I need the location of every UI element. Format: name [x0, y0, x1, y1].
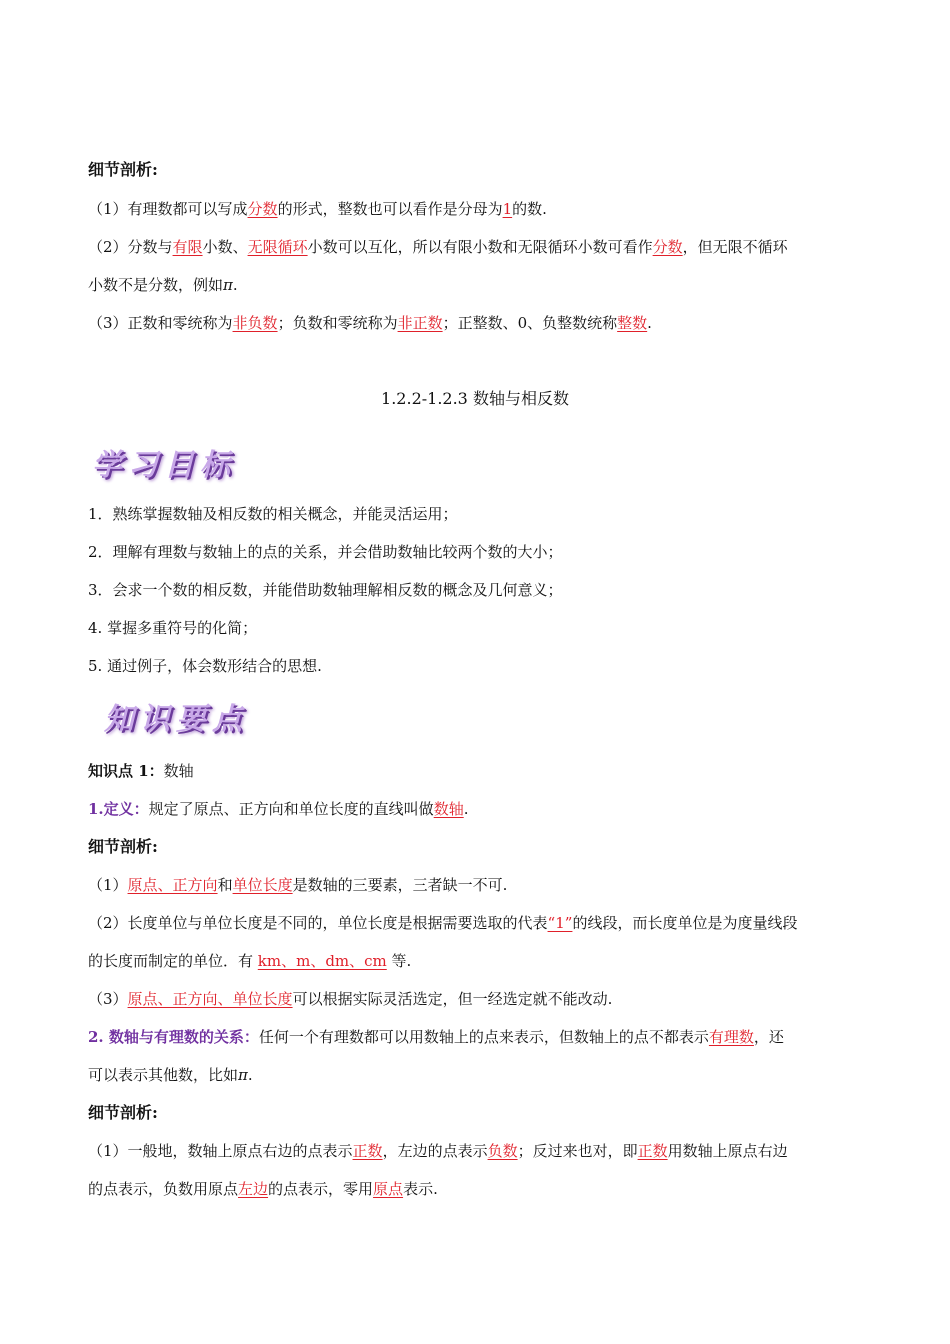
- paragraph: 的长度而制定的单位．有 km、m、dm、cm 等.: [88, 952, 412, 970]
- paragraph: （3）正数和零统称为非负数；负数和零统称为非正数；正整数、0、负整数统称整数.: [88, 314, 652, 332]
- page-title: 1.2.2-1.2.3 数轴与相反数: [381, 389, 569, 408]
- answer-blank: 分数: [652, 238, 683, 256]
- answer-blank: 原点: [373, 1180, 404, 1198]
- key-points-banner: 知识要点: [104, 702, 248, 737]
- goal-item: 4. 掌握多重符号的化简；: [88, 619, 258, 637]
- answer-blank: 单位长度: [232, 876, 293, 894]
- pi-symbol: π: [238, 1066, 248, 1084]
- goal-item: 1．熟练掌握数轴及相反数的相关概念，并能灵活运用；: [88, 505, 458, 523]
- learning-goals-banner: 学习目标: [92, 448, 236, 483]
- answer-blank: “1”: [547, 914, 573, 932]
- answer-blank: 原点、正方向: [127, 876, 218, 894]
- paragraph: 可以表示其他数，比如π.: [88, 1066, 253, 1084]
- section-heading: 细节剖析:: [88, 160, 158, 179]
- answer-blank: 1: [502, 200, 513, 218]
- paragraph: （2）长度单位与单位长度是不同的，单位长度是根据需要选取的代表“1”的线段，而长度单位是为度量线段: [88, 914, 798, 932]
- paragraph: （3）原点、正方向、单位长度可以根据实际灵活选定，但一经选定就不能改动.: [88, 990, 613, 1008]
- paragraph: 小数不是分数，例如π.: [88, 276, 238, 294]
- answer-blank: 数轴: [433, 800, 464, 818]
- answer-blank: km、m、dm、cm: [257, 952, 387, 970]
- paragraph: （1）原点、正方向和单位长度是数轴的三要素，三者缺一不可.: [88, 876, 508, 894]
- answer-blank: 有理数: [708, 1028, 754, 1046]
- answer-blank: 正数: [637, 1142, 668, 1160]
- goal-item: 3．会求一个数的相反数，并能借助数轴理解相反数的概念及几何意义；: [88, 581, 563, 599]
- goal-item: 5. 通过例子，体会数形结合的思想.: [88, 657, 322, 675]
- answer-blank: 非负数: [232, 314, 278, 332]
- knowledge-point-heading: 知识点 1：数轴: [88, 762, 194, 780]
- answer-blank: 非正数: [397, 314, 443, 332]
- answer-blank: 分数: [247, 200, 278, 218]
- answer-blank: 有限: [172, 238, 203, 256]
- paragraph: （1）一般地，数轴上原点右边的点表示正数，左边的点表示负数；反过来也对，即正数用数轴上原点右边: [88, 1142, 788, 1160]
- paragraph: （2）分数与有限小数、无限循环小数可以互化，所以有限小数和无限循环小数可看作分数，但无限不循环: [88, 238, 788, 256]
- answer-blank: 左边: [238, 1180, 269, 1198]
- answer-blank: 原点、正方向、单位长度: [127, 990, 293, 1008]
- paragraph: 2. 数轴与有理数的关系：任何一个有理数都可以用数轴上的点来表示，但数轴上的点不都表示有理数，还: [88, 1028, 784, 1046]
- paragraph: 的点表示，负数用原点左边的点表示，零用原点表示.: [88, 1180, 438, 1198]
- answer-blank: 负数: [487, 1142, 518, 1160]
- answer-blank: 整数: [617, 314, 648, 332]
- pi-symbol: π: [223, 276, 233, 294]
- answer-blank: 正数: [352, 1142, 383, 1160]
- answer-blank: 无限循环: [247, 238, 308, 256]
- section-heading: 细节剖析:: [88, 1103, 158, 1122]
- goal-item: 2．理解有理数与数轴上的点的关系，并会借助数轴比较两个数的大小；: [88, 543, 563, 561]
- paragraph: （1）有理数都可以写成分数的形式，整数也可以看作是分母为1的数.: [88, 200, 547, 218]
- section-heading: 细节剖析:: [88, 837, 158, 856]
- definition: 1.定义：规定了原点、正方向和单位长度的直线叫做数轴.: [88, 800, 469, 818]
